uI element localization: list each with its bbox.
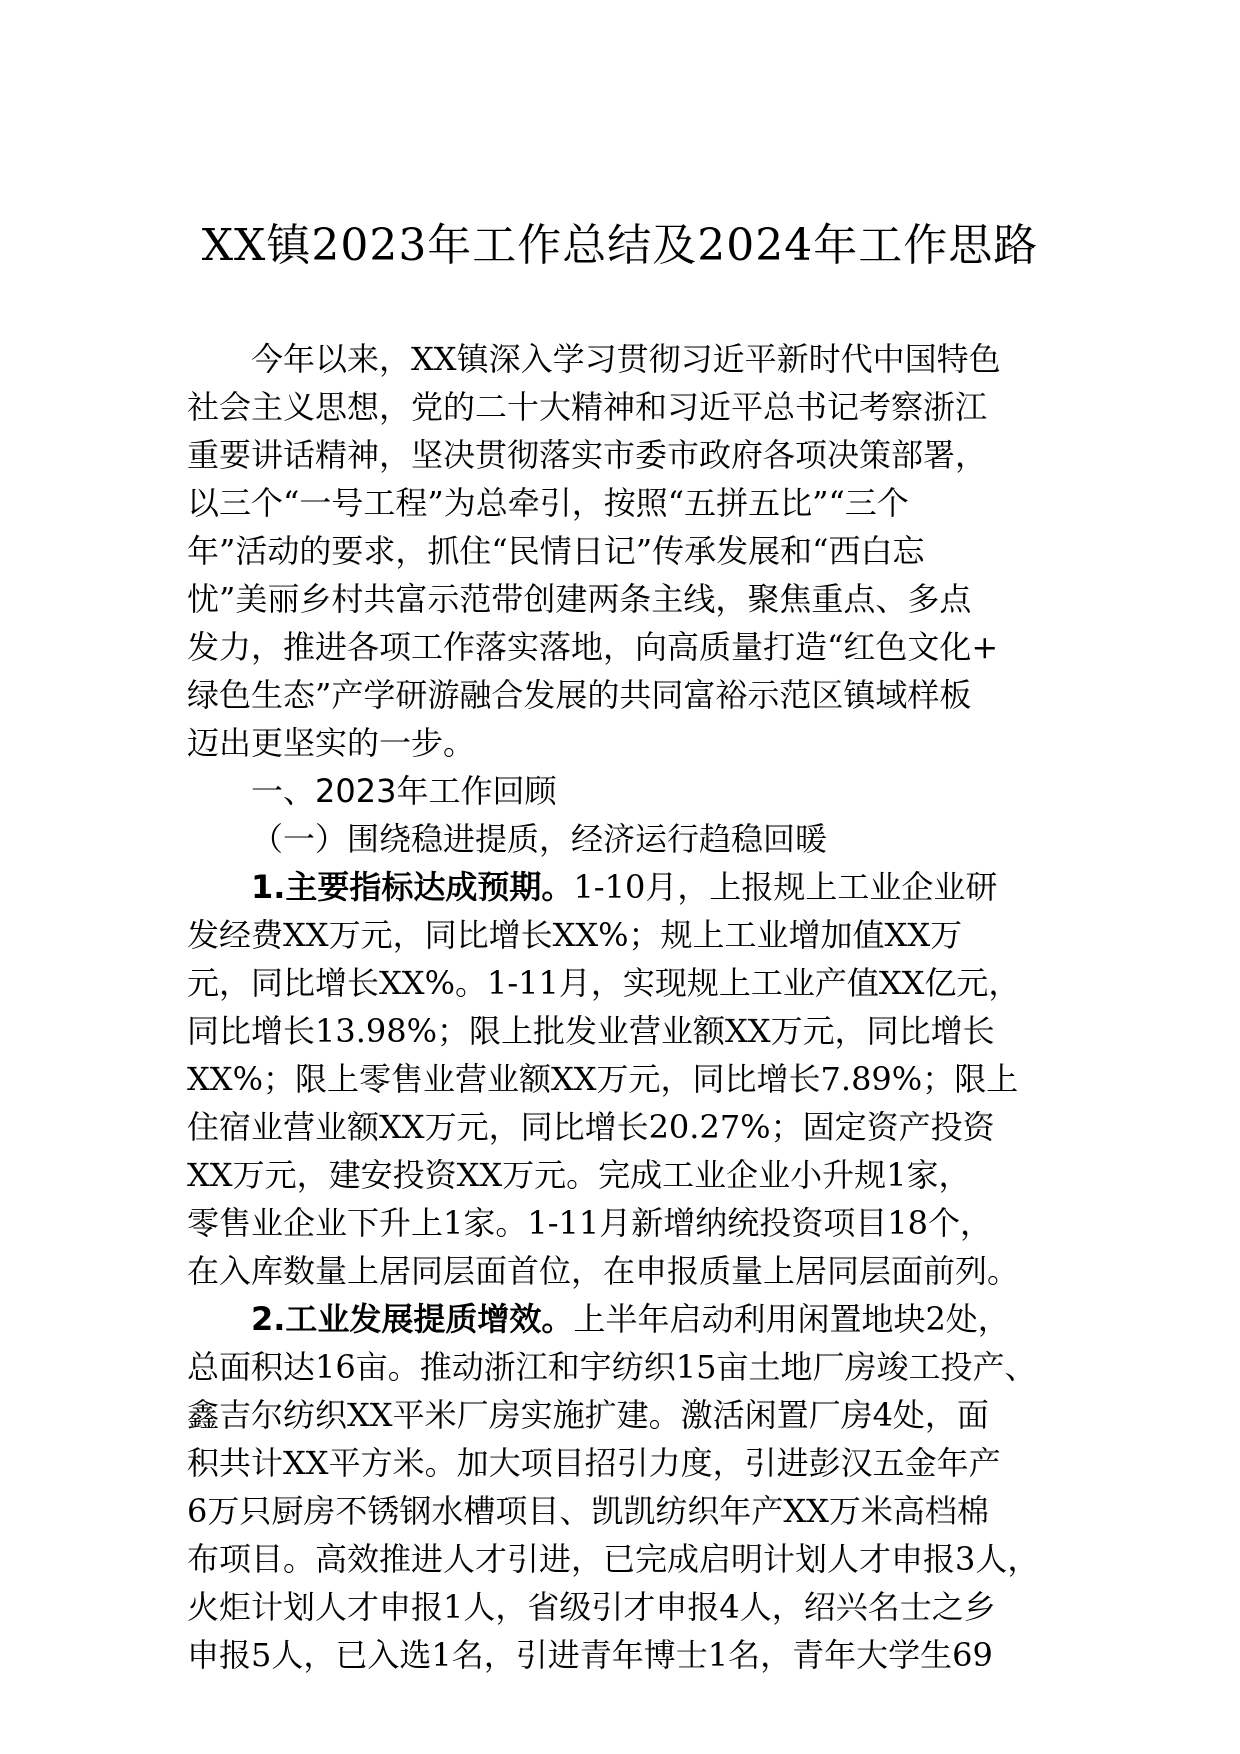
text-line: 忧”美丽乡村共富示范带创建两条主线，聚焦重点、多点 [187, 580, 972, 618]
text-line: 在入库数量上居同层面首位，在申报质量上居同层面前列。 [187, 1252, 1020, 1290]
text-line: 布项目。高效推进人才引进，已完成启明计划人才申报3人， [187, 1540, 1040, 1578]
text-line: 鑫吉尔纺织XX平米厂房实施扩建。激活闲置厂房4处，面 [187, 1396, 989, 1434]
text-line: 发力，推进各项工作落实落地，向高质量打造“红色文化+ [187, 628, 999, 666]
text-line: 申报5人，已入选1名，引进青年博士1名，青年大学生69 [187, 1636, 993, 1674]
text-line: 零售业企业下升上1家。1-11月新增纳统投资项目18个， [187, 1204, 992, 1242]
subsection-heading: （一）围绕稳进提质，经济运行趋稳回暖 [251, 820, 828, 858]
text-line: 发经费XX万元，同比增长XX%；规上工业增加值XX万 [187, 916, 963, 954]
text-line: 年”活动的要求，抓住“民情日记”传承发展和“西白忘 [187, 532, 925, 570]
item-lead: 2.工业发展提质增效。 [251, 1300, 574, 1338]
document-body [187, 335, 1057, 1679]
item-one-paragraph [187, 863, 1057, 1295]
text-line: XX万元，建安投资XX万元。完成工业企业小升规1家， [187, 1156, 971, 1194]
paragraph-first-line [187, 1295, 1057, 1343]
intro-paragraph [187, 335, 1057, 767]
text-line: 火炬计划人才申报1人，省级引才申报4人，绍兴名士之乡 [187, 1588, 996, 1626]
text-line: 住宿业营业额XX万元，同比增长20.27%；固定资产投资 [187, 1108, 995, 1146]
text-line: 元，同比增长XX%。1-11月，实现规上工业产值XX亿元， [187, 964, 1021, 1002]
text-line: 今年以来，XX镇深入学习贯彻习近平新时代中国特色 [251, 340, 1001, 378]
paragraph-first-line [187, 863, 1057, 911]
text-line: XX%；限上零售业营业额XX万元，同比增长7.89%；限上 [187, 1060, 1019, 1098]
item-two-paragraph [187, 1295, 1057, 1679]
item-lead: 1.主要指标达成预期。 [251, 868, 574, 906]
item-first-line-text: 1-10月，上报规上工业企业研 [573, 868, 998, 906]
text-line: 社会主义思想，党的二十大精神和习近平总书记考察浙江 [187, 388, 988, 426]
text-line: 积共计XX平方米。加大项目招引力度，引进彭汉五金年产 [187, 1444, 1001, 1482]
text-line: 6万只厨房不锈钢水槽项目、凯凯纺织年产XX万米高档棉 [187, 1492, 989, 1530]
document-title: XX镇2023年工作总结及2024年工作思路 [201, 220, 1039, 271]
section-heading: 一、2023年工作回顾 [251, 772, 557, 810]
text-line: 重要讲话精神，坚决贯彻落实市委市政府各项决策部署， [187, 436, 988, 474]
text-line: 迈出更坚实的一步。 [187, 724, 476, 762]
text-line: 同比增长13.98%；限上批发业营业额XX万元，同比增长 [187, 1012, 995, 1050]
text-line: 以三个“一号工程”为总牵引，按照“五拼五比”“三个 [187, 484, 909, 522]
item-first-line-text: 上半年启动利用闲置地块2处， [573, 1300, 1010, 1338]
text-line: 总面积达16亩。推动浙江和宇纺织15亩土地厂房竣工投产、 [187, 1348, 1037, 1386]
text-line: 绿色生态”产学研游融合发展的共同富裕示范区镇域样板 [187, 676, 972, 714]
